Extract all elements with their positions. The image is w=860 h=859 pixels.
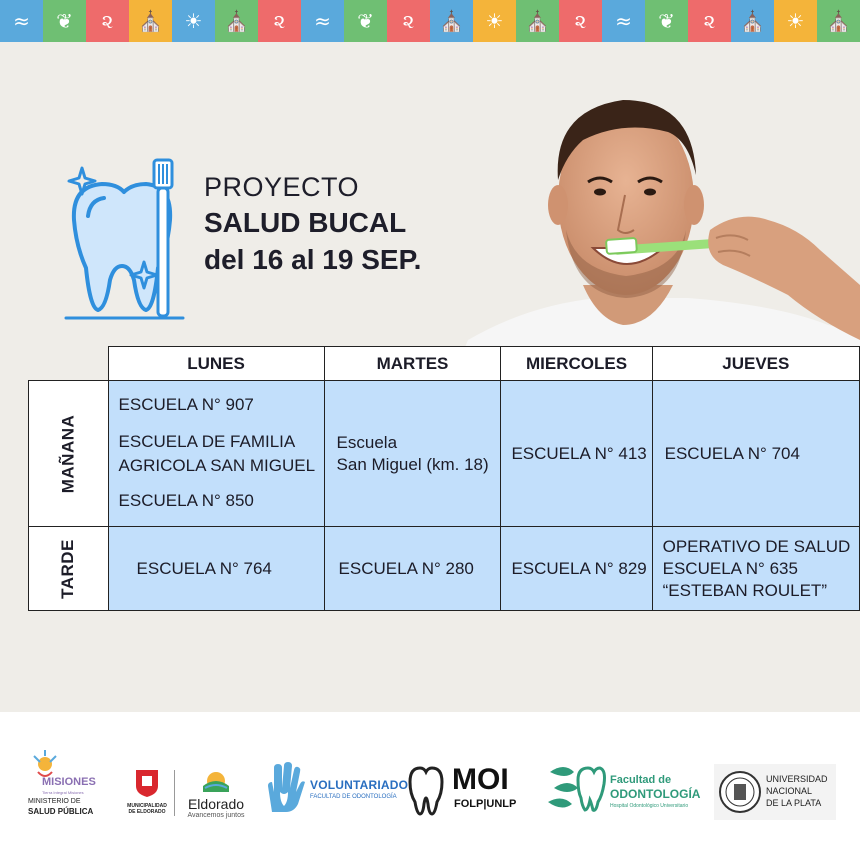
cell-text: ESCUELA N° 829	[511, 558, 647, 578]
banner-tile	[645, 0, 688, 42]
wave-icon: ≈	[314, 9, 331, 33]
cell-text: ESCUELA N° 850	[118, 490, 254, 510]
banner-tile	[129, 0, 172, 42]
banner-tile	[817, 0, 860, 42]
cell-text: “ESTEBAN ROULET”	[662, 580, 827, 600]
title-dates: del 16 al 19 SEP.	[204, 244, 422, 275]
banner-tile	[43, 0, 86, 42]
decorative-banner	[0, 0, 860, 42]
banner-tile	[473, 0, 516, 42]
col-header-lunes: LUNES	[108, 347, 324, 381]
chapel-icon: ⛪	[439, 9, 464, 33]
schedule-table	[28, 346, 860, 611]
cell-manana-lunes	[108, 381, 324, 527]
ministerio-line1: MINISTERIO DE	[28, 798, 81, 805]
col-header-miercoles: MIERCOLES	[501, 347, 652, 381]
banner-tile	[688, 0, 731, 42]
table-corner	[29, 347, 109, 381]
chapel-icon: ⛪	[525, 9, 550, 33]
unlp-line2: NACIONAL	[766, 786, 813, 796]
eldorado-logo	[180, 766, 252, 826]
unlp-line3: DE LA PLATA	[766, 798, 822, 808]
chapel-icon: ⛪	[740, 9, 765, 33]
cell-manana-martes	[324, 381, 501, 527]
swirl-icon: ૨	[402, 9, 415, 33]
cell-tarde-lunes	[108, 527, 324, 611]
unlp-logo	[714, 764, 836, 820]
cell-tarde-jueves	[652, 527, 859, 611]
banner-tile	[774, 0, 817, 42]
leaf-icon: ❦	[658, 9, 675, 33]
banner-tile	[387, 0, 430, 42]
banner-tile	[0, 0, 43, 42]
misiones-ministerio-logo	[18, 750, 108, 830]
unlp-seal-icon	[718, 770, 762, 814]
banner-tile	[516, 0, 559, 42]
cell-text: ESCUELA N° 907	[118, 394, 254, 414]
title-salud-bucal: SALUD BUCAL	[204, 207, 407, 238]
main-poster	[0, 42, 860, 712]
project-title	[204, 170, 421, 278]
cell-text: ESCUELA N° 635	[662, 558, 798, 578]
sun-icon: ☀	[485, 9, 504, 33]
footer-logos	[0, 712, 860, 859]
banner-tile	[559, 0, 602, 42]
facultad-line2: ODONTOLOGÍA	[610, 787, 701, 801]
banner-tile	[86, 0, 129, 42]
chapel-icon: ⛪	[138, 9, 163, 33]
leaf-tooth-icon	[544, 762, 606, 814]
municipalidad-line2: DE ELDORADO	[128, 809, 166, 815]
cell-text: ESCUELA DE FAMILIA AGRICOLA SAN MIGUEL	[118, 431, 316, 475]
cell-text: Escuela	[336, 432, 398, 452]
moi-sub: FOLP|UNLP	[454, 798, 517, 810]
moi-logo	[406, 764, 532, 826]
col-header-martes: MARTES	[324, 347, 501, 381]
banner-tile	[344, 0, 387, 42]
table-row-tarde	[29, 527, 860, 611]
swirl-icon: ૨	[101, 9, 114, 33]
swirl-icon: ૨	[574, 9, 587, 33]
cell-text: ESCUELA N° 413	[511, 443, 647, 463]
voluntariado-name: VOLUNTARIADO	[310, 778, 409, 792]
cell-tarde-martes	[324, 527, 501, 611]
municipalidad-line1: MUNICIPALIDAD	[127, 803, 167, 809]
unlp-line1: UNIVERSIDAD	[766, 774, 828, 784]
facultad-line3: Hospital Odontológico Universitario	[610, 803, 689, 809]
cell-text: OPERATIVO DE SALUD	[662, 536, 851, 556]
banner-tile	[215, 0, 258, 42]
swirl-icon: ૨	[273, 9, 286, 33]
eldorado-name: Eldorado	[187, 796, 245, 812]
row-label-tarde: TARDE	[29, 527, 109, 611]
facultad-odontologia-logo	[544, 762, 710, 824]
chapel-icon: ⛪	[826, 9, 851, 33]
banner-tile	[602, 0, 645, 42]
title-proyecto: PROYECTO	[204, 172, 360, 202]
table-header-row	[29, 347, 860, 381]
misiones-name: MISIONES	[42, 776, 96, 788]
banner-tile	[301, 0, 344, 42]
banner-tile	[258, 0, 301, 42]
voluntariado-logo	[262, 762, 408, 822]
cell-text: San Miguel (km. 18)	[336, 454, 489, 474]
banner-tile	[430, 0, 473, 42]
logo-divider	[174, 770, 175, 816]
banner-tile	[731, 0, 774, 42]
cell-tarde-miercoles	[501, 527, 652, 611]
cell-text: ESCUELA N° 704	[664, 443, 800, 463]
facultad-line1: Facultad de	[610, 774, 672, 786]
sun-icon: ☀	[184, 9, 203, 33]
chapel-icon: ⛪	[224, 9, 249, 33]
cell-text: ESCUELA N° 764	[136, 558, 272, 578]
sun-icon: ☀	[786, 9, 805, 33]
municipal-shield-icon	[134, 768, 160, 798]
leaf-icon: ❦	[357, 9, 374, 33]
hand-icon	[262, 762, 306, 814]
eldorado-tag: Avancemos juntos	[187, 812, 245, 819]
moi-name: MOI	[452, 763, 509, 796]
col-header-jueves: JUEVES	[652, 347, 859, 381]
cell-manana-jueves	[652, 381, 859, 527]
banner-tile	[172, 0, 215, 42]
man-brushing-teeth-photo	[448, 70, 860, 388]
tooth-toothbrush-icon	[62, 158, 187, 326]
wave-icon: ≈	[13, 9, 30, 33]
leaf-icon: ❦	[56, 9, 73, 33]
tooth-outline-icon	[406, 764, 446, 816]
municipalidad-logo	[124, 768, 170, 828]
ministerio-line2: SALUD PÚBLICA	[28, 807, 94, 816]
cell-text: ESCUELA N° 280	[338, 558, 474, 578]
table-row-manana	[29, 381, 860, 527]
swirl-icon: ૨	[703, 9, 716, 33]
cell-manana-miercoles	[501, 381, 652, 527]
eldorado-sun-icon	[201, 766, 231, 792]
voluntariado-sub: FACULTAD DE ODONTOLOGÍA	[310, 794, 397, 800]
wave-icon: ≈	[615, 9, 632, 33]
row-label-manana: MAÑANA	[29, 381, 109, 527]
misiones-tag: Tierra Integral Misiones	[42, 790, 84, 795]
